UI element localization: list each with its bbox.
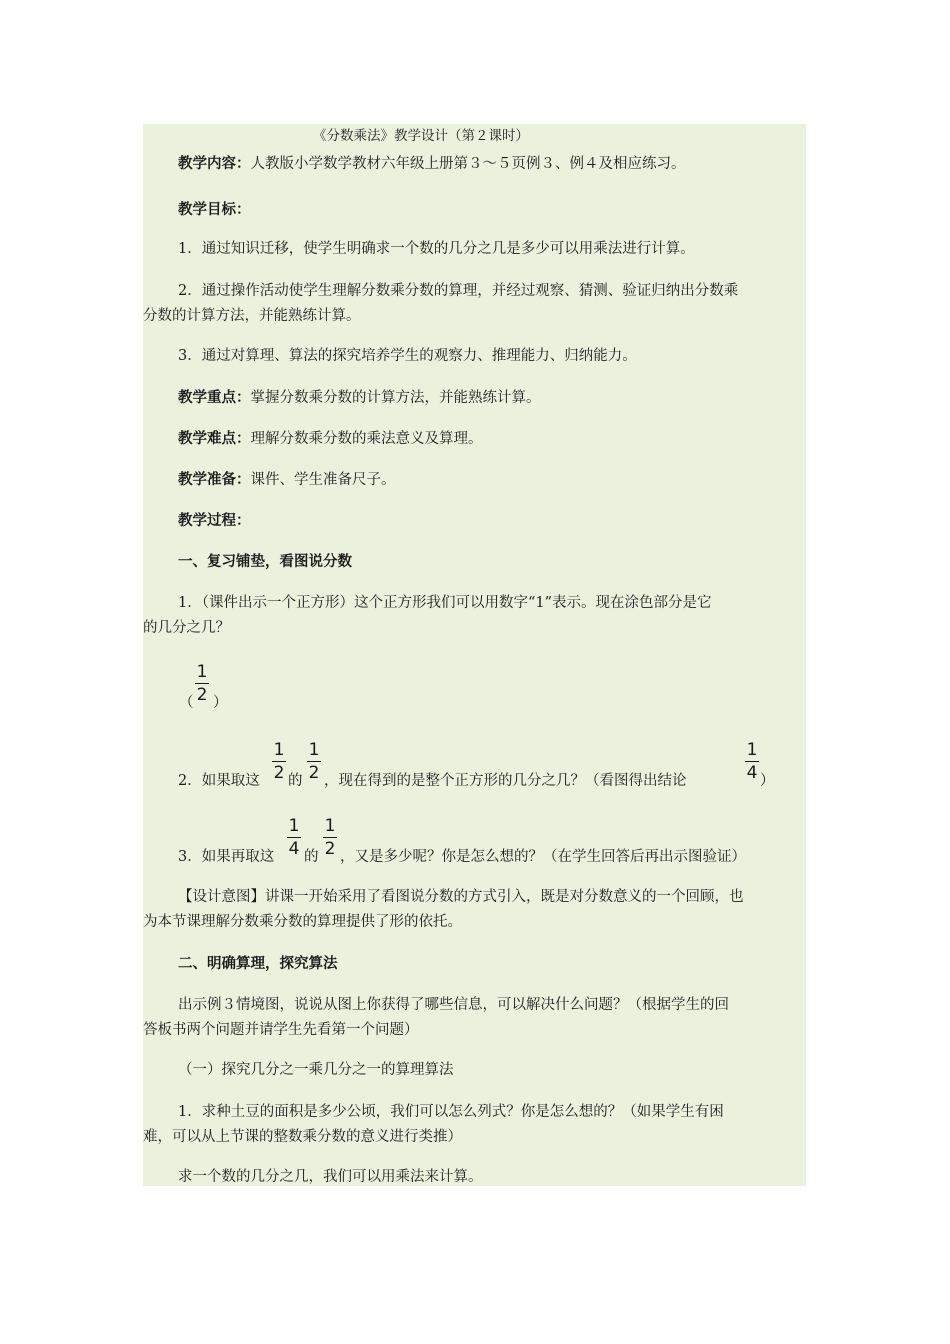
question-1-line2: 的几分之几？ <box>143 620 230 636</box>
prep-text: 课件、学生准备尺子。 <box>250 472 396 488</box>
teaching-content <box>143 154 806 174</box>
prep-label: 教学准备： <box>178 471 251 488</box>
content-label: 教学内容： <box>178 155 251 172</box>
goal-2-line1: 2．通过操作活动使学生理解分数乘分数的算理，并经过观察、猜测、验证归纳出分数乘 <box>178 283 739 299</box>
example-3-line2: 答板书两个问题并请学生先看第一个问题） <box>143 1022 419 1038</box>
preparation <box>143 470 806 490</box>
section-1-heading: 一、复习铺垫，看图说分数 <box>178 553 352 570</box>
fraction-one-half: 1 2 <box>196 662 208 705</box>
question-2-text-c: ，现在得到的是整个正方形的几分之几？（看图得出结论 <box>324 773 687 789</box>
design-intent-line2: 为本节课理解分数乘分数的算理提供了形的依托。 <box>143 914 462 930</box>
key-text: 掌握分数乘分数的计算方法，并能熟练计算。 <box>250 390 541 406</box>
process-heading: 教学过程： <box>178 512 251 529</box>
question-2-text-d: ） <box>760 773 775 789</box>
question-2-text-a: 2．如果取这 <box>178 773 260 789</box>
section-2-heading: 二、明确算理，探究算法 <box>178 955 338 972</box>
subsection-1-para-line1: 1．求种土豆的面积是多少公顷，我们可以怎么列式？你是怎么想的？（如果学生有困 <box>178 1104 724 1120</box>
goal-3: 3．通过对算理、算法的探究培养学生的观察力、推理能力、归纳能力。 <box>178 348 637 364</box>
subsection-1-heading: （一）探究几分之一乘几分之一的算理算法 <box>178 1062 454 1078</box>
fraction-one-quarter: 1 4 <box>288 816 300 859</box>
fraction-one-quarter: 1 4 <box>746 740 758 783</box>
subsection-1-para-line2: 难，可以从上节课的整数乘分数的意义进行类推） <box>143 1129 462 1145</box>
goal-2-line2: 分数的计算方法，并能熟练计算。 <box>143 308 361 324</box>
difficult-label: 教学难点： <box>178 430 251 447</box>
document-page <box>143 124 806 1186</box>
difficult-point <box>143 429 806 449</box>
conclusion-line: 求一个数的几分之几，我们可以用乘法来计算。 <box>178 1169 483 1185</box>
content-text: 人教版小学数学教材六年级上册第３～５页例３、例４及相应练习。 <box>250 156 686 172</box>
key-point <box>143 388 806 408</box>
doc-title: 《分数乘法》教学设计（第２课时） <box>313 128 529 144</box>
fraction-one-half: 1 2 <box>308 740 320 783</box>
example-3-line1: 出示例３情境图，说说从图上你获得了哪些信息，可以解决什么问题？（根据学生的回 <box>178 997 729 1013</box>
answer-open-paren: （ <box>179 695 194 711</box>
fraction-one-half: 1 2 <box>273 740 285 783</box>
question-3-text-b: 的 <box>304 849 319 865</box>
goals-heading: 教学目标： <box>178 201 251 218</box>
difficult-text: 理解分数乘分数的乘法意义及算理。 <box>250 431 483 447</box>
key-label: 教学重点： <box>178 389 251 406</box>
goal-1: 1．通过知识迁移，使学生明确求一个数的几分之几是多少可以用乘法进行计算。 <box>178 241 695 257</box>
answer-close-paren: ） <box>213 695 228 711</box>
question-3-text-c: ，又是多少呢？你是怎么想的？（在学生回答后再出示图验证） <box>340 849 746 865</box>
question-3-text-a: 3．如果再取这 <box>178 849 275 865</box>
fraction-one-half: 1 2 <box>324 816 336 859</box>
design-intent-line1: 【设计意图】讲课一开始采用了看图说分数的方式引入，既是对分数意义的一个回顾，也 <box>178 889 744 905</box>
question-1-line1: 1．（课件出示一个正方形）这个正方形我们可以用数字“1”表示。现在涂色部分是它 <box>178 595 712 611</box>
question-2-text-b: 的 <box>288 773 303 789</box>
